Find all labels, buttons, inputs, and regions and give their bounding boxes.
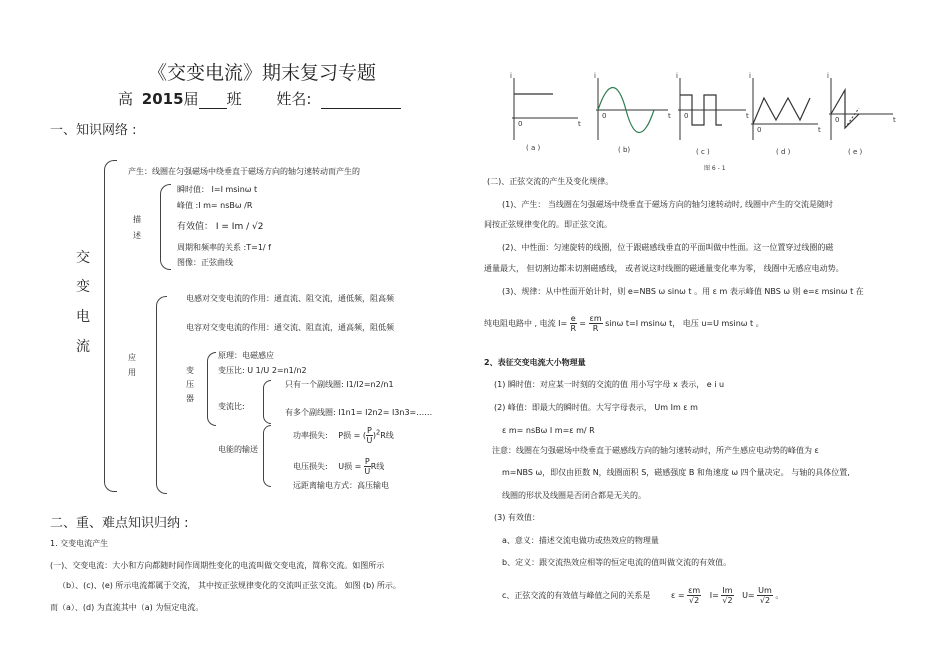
page-title: 《交变电流》期末复习专题 — [148, 62, 377, 84]
transformer-brace — [207, 352, 216, 426]
transformer-voltage-ratio: 变压比: U 1/U 2=n1/n2 — [218, 366, 307, 375]
power-loss-r: R线 — [380, 431, 394, 440]
q8-eq2: I= — [709, 591, 719, 600]
right-q5: (3) 有效值： — [494, 513, 540, 522]
plot-b-i: i — [594, 72, 596, 80]
describe-graph: 图像：正弦曲线 — [177, 258, 233, 267]
q8-text: c、正弦交流的有效值与峰值之间的关系是 — [502, 591, 651, 600]
plot-d-t: t — [818, 126, 821, 134]
voltage-loss-r: R线 — [370, 462, 385, 471]
q8-frac2: $\frac{Im}{√2}$ — [722, 586, 733, 605]
transmission-brace — [263, 425, 271, 487]
describe-brace — [160, 184, 171, 270]
transformer-char-2: 压 — [186, 380, 194, 389]
voltage-loss — [293, 457, 384, 476]
q8-eq1: ε = — [670, 591, 685, 600]
plot-d-o: 0 — [757, 126, 762, 134]
power-loss-fraction: $\frac{P}{U}$ — [366, 426, 373, 445]
current-ratio-brace — [263, 380, 271, 424]
current-waveform-figure — [508, 70, 908, 180]
plot-a — [512, 78, 578, 140]
q8-frac1: $\frac{\varepsilon m}{√2}$ — [688, 586, 701, 605]
right-q4c: 线圈的形状及线圈是否闭合都是无关的。 — [502, 491, 646, 500]
right-r3: (3)、规律：从中性面开始计时，则 e=NBS ω sinω t 。用 ε m 表示峰值 NBS ω 则 e=ε msinω t 在 — [502, 287, 864, 296]
class-suffix: 班 — [226, 90, 242, 108]
root-char-3: 电 — [76, 309, 90, 325]
effective-head: 有效值： I = I — [177, 222, 235, 232]
plot-c-label: ( c ) — [696, 148, 710, 156]
capacitor-text: 电容对交变电流的作用：通交流、阻直流，通高频，阻低频 — [186, 323, 394, 332]
voltage-loss-fraction: $\frac{P}{U}$ — [364, 457, 371, 476]
plot-b — [596, 78, 668, 140]
effective-tail: m / √2 — [234, 222, 264, 232]
figure-caption: 图 6 - 1 — [704, 165, 726, 172]
name-label: 姓名: — [276, 90, 312, 108]
right-q8 — [502, 586, 783, 605]
section1-heading: 一、知识网络 : — [50, 123, 137, 138]
r4-eq: = — [579, 319, 586, 328]
plot-a-t: t — [578, 120, 581, 128]
describe-instant: 瞬时值： I=I msinω t — [177, 185, 258, 194]
section2-p2: （b）、(c)、(e) 所示电流都属于交流， 其中按正弦规律变化的交流叫正弦交流。 如图 (b) 所示。 — [58, 581, 401, 590]
describe-peak: 峰值 :I m= nsBω /R — [177, 201, 253, 210]
inductor-text: 电感对交变电流的作用：通直流、阻交流，通低频，阻高频 — [186, 294, 394, 303]
right-q1: (1) 瞬时值：对应某一时刻的交流的值 用小写字母 x 表示， e i u — [494, 380, 725, 389]
right-h2: (二)、正弦交流的产生及变化规律。 — [487, 177, 614, 186]
right-r1a: (1)、产生： 当线圈在匀强磁场中绕垂直于磁场方向的轴匀速转动时, 线圈中产生的交流是随时 — [502, 200, 833, 209]
plot-a-label: ( a ) — [526, 144, 541, 152]
transformer-current-ratio-label: 变流比: — [218, 402, 245, 411]
right-q3: ε m= nsBω I m=ε m/ R — [502, 426, 595, 435]
plot-e-i: i — [827, 72, 829, 80]
plot-e — [829, 78, 893, 140]
transformer-principle: 原理：电磁感应 — [218, 351, 274, 360]
right-r4 — [484, 314, 764, 333]
r4-frac2: $\frac{\varepsilon m}{R}$ — [589, 314, 602, 333]
far-transmission: 远距离输电方式：高压输电 — [293, 481, 389, 490]
plot-d-label: ( d ) — [776, 148, 791, 156]
class-year: 2015 — [141, 90, 184, 108]
plot-c-i: i — [676, 72, 678, 80]
right-q7: b、定义：跟交流热效应相等的恒定电流的值叫做交流的有效值。 — [502, 558, 732, 567]
apply-char-2: 用 — [128, 368, 136, 377]
plot-b-label: ( b) — [618, 146, 631, 154]
apply-brace — [156, 296, 167, 494]
plot-a-i: i — [510, 72, 512, 80]
voltage-loss-label: 电压损失: — [293, 462, 328, 471]
class-mid: 届 — [183, 90, 199, 108]
right-q4b: m=NBS ω，即仅由匝数 N，线圈面积 S，磁感强度 B 和角速度 ω 四个量决定。 与轴的具体位置, — [502, 468, 850, 477]
right-r2a: (2)、中性面：匀速旋转的线圈，位于跟磁感线垂直的平面叫做中性面。这一位置穿过线圈的磁 — [502, 243, 834, 252]
r4-head: 纯电阻电路中 , 电流 I= — [484, 319, 568, 328]
plot-d-i: i — [749, 72, 751, 80]
plot-e-t: t — [893, 116, 896, 124]
q8-frac3: $\frac{Um}{√2}$ — [758, 586, 772, 605]
q8-eq3: U= — [742, 591, 755, 600]
apply-char-1: 应 — [128, 353, 136, 362]
plot-e-label: ( e ) — [848, 148, 863, 156]
section2-sub1: 1. 交变电流产生 — [50, 539, 109, 548]
voltage-loss-lhs: U损 = — [338, 462, 362, 471]
right-q4a: 注意：线圈在匀强磁场中绕垂直于磁感线方向的轴匀速转动时，所产生感应电动势的峰值为 ε — [492, 446, 819, 455]
power-loss-lhs: P损 = — [338, 431, 361, 440]
power-loss-label: 功率损失: — [293, 431, 328, 440]
describe-char-1: 描 — [133, 215, 141, 224]
name-blank — [321, 90, 401, 109]
describe-effective — [177, 222, 263, 232]
q8-end: 。 — [775, 591, 784, 600]
right-q6: a、意义：描述交流电做功或热效应的物理量 — [502, 536, 659, 545]
class-line — [118, 88, 401, 109]
root-char-2: 变 — [76, 279, 90, 295]
r4-tail: sinω t=I msinω t， 电压 u=U msinω t 。 — [605, 319, 764, 328]
plot-e-o: 0 — [835, 116, 840, 124]
plot-c — [678, 78, 746, 140]
section2-heading: 二、重、难点知识归纳 : — [50, 516, 189, 531]
right-r1b: 间按正弦规律变化的。即正弦交流。 — [484, 220, 612, 229]
right-q2: (2) 峰值：即最大的瞬时值。大写字母表示， Um Im ε m — [494, 403, 698, 412]
plot-c-o: 0 — [684, 112, 689, 120]
class-blank — [199, 90, 227, 109]
one-coil-text: 只有一个副线圈: I1/I2=n2/n1 — [285, 380, 394, 389]
multi-coil-text: 有多个副线圈: I1n1= I2n2= I3n3=…… — [285, 408, 433, 417]
power-loss: 功率损失: P损 = ( $\frac{P}{U}$ )$^2$R线 — [293, 426, 394, 445]
transformer-char-1: 变 — [186, 366, 194, 375]
right-r2b: 通量最大， 但切割边都未切割磁感线， 或者说这时线圈的磁通量变化率为零， 线圈中无感应电动势。 — [484, 264, 844, 273]
section2-p1: (一)、交变电流：大小和方向都随时间作周期性变化的电流叫做交变电流，简称交流。如图所示 — [50, 561, 385, 570]
production-text: 产生：线圈在匀强磁场中绕垂直于磁场方向的轴匀速转动而产生的 — [128, 167, 360, 176]
root-char-1: 交 — [76, 250, 90, 266]
section2-p3: 而（a）、(d) 为直流其中（a) 为恒定电流。 — [50, 603, 204, 612]
plot-b-o: 0 — [602, 112, 607, 120]
main-brace — [104, 160, 117, 492]
class-prefix: 高 — [118, 90, 134, 108]
plot-c-t: t — [746, 112, 749, 120]
right-sub2: 2、表征交变电流大小物理量 — [484, 358, 586, 367]
describe-period: 周期和频率的关系 :T=1/ f — [177, 243, 271, 252]
root-char-4: 流 — [76, 339, 90, 355]
r4-frac1: $\frac{e}{R}$ — [570, 314, 577, 333]
plot-b-t: t — [668, 112, 671, 120]
plot-a-o: 0 — [518, 120, 523, 128]
describe-char-2: 述 — [133, 231, 141, 240]
transmission-label: 电能的输送 — [218, 445, 258, 454]
transformer-char-3: 器 — [186, 394, 194, 403]
